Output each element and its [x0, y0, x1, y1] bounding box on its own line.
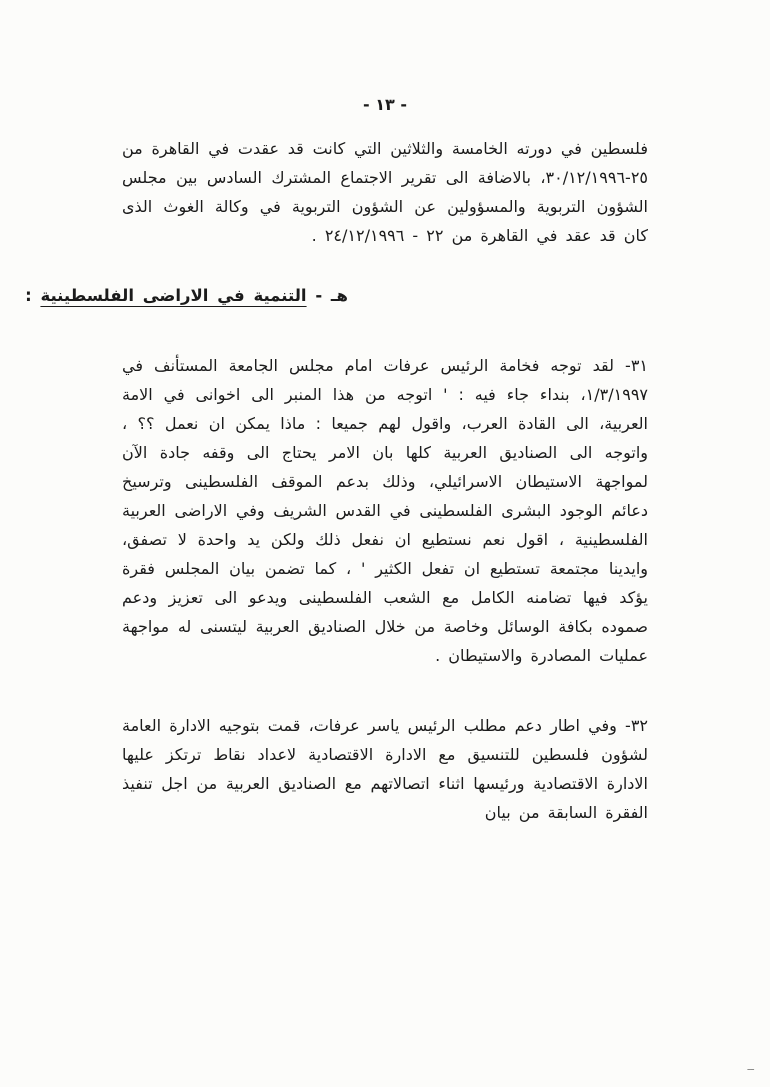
page-number: - ١٣ -: [363, 95, 407, 114]
paragraph-32-number: ٣٢-: [625, 716, 648, 735]
paragraph-31-text: لقد توجه فخامة الرئيس عرفات امام مجلس الجامعة المستأنف في ١/٣/١٩٩٧، بنداء جاء فيه : ' اتوجه من هذا المنبر الى اخوانى في الامة العربية، الى القادة العرب، واقول لهم جميعا : ماذا يمكن ان نعمل ؟؟ ، واتوجه الى الصناديق العربية كلها بان الامر يحتاج الى وقفه جادة الآن لمواجهة الاستيطان الاسرائيلي، وذلك بدعم الموقف الفلسطينى وترسيخ دعائم الوجود البشرى الفلسطينى في القدس الشريف وفي الاراضى العربية الفلسطينية ، اقول نعم نستطيع ان نفعل ذلك ولكن يد واحدة لا تصفق، وايدينا مجتمعة تستطيع ان تفعل الكثير ' ، كما تضمن بيان المجلس فقرة يؤكد فيها تضامنه الكامل مع الشعب الفلسطينى ويدعو الى تعزيز ودعم صموده بكافة الوسائل وخاصة من خلال الصناديق العربية ليتسنى له مواجهة عمليات المصادرة والاستيطان .: [122, 356, 648, 665]
numbered-paragraph-32: [122, 711, 648, 827]
section-heading-prefix: هـ -: [306, 286, 348, 305]
scan-corner-mark: ــ: [747, 1060, 754, 1073]
document-content: [25, 134, 648, 827]
paragraph-32-text: وفي اطار دعم مطلب الرئيس ياسر عرفات، قمت بتوجيه الادارة العامة لشؤون فلسطين للتنسيق مع الادارة الاقتصادية لاعداد نقاط ترتكز عليها الادارة الاقتصادية ورئيسها اثناء اتصالاتهم مع الصناديق العربية من اجل تنفيذ الفقرة السابقة من بيان: [122, 716, 648, 822]
intro-paragraph: فلسطين في دورته الخامسة والثلاثين التي كانت قد عقدت في القاهرة من ٢٥-٣٠/١٢/١٩٩٦، بالاضافة الى تقرير الاجتماع المشترك السادس بين مجلس الشؤون التربوية والمسؤولين عن الشؤون التربوية في وكالة الغوث الذى كان قد عقد في القاهرة من ٢٢ - ٢٤/١٢/١٩٩٦ .: [122, 139, 648, 245]
section-heading-title: التنمية في الاراضى الفلسطينية: [40, 286, 307, 305]
paragraph-31-number: ٣١-: [625, 356, 648, 375]
section-heading-suffix: :: [25, 286, 41, 305]
section-heading: [25, 281, 348, 310]
numbered-paragraph-31: [122, 351, 648, 670]
